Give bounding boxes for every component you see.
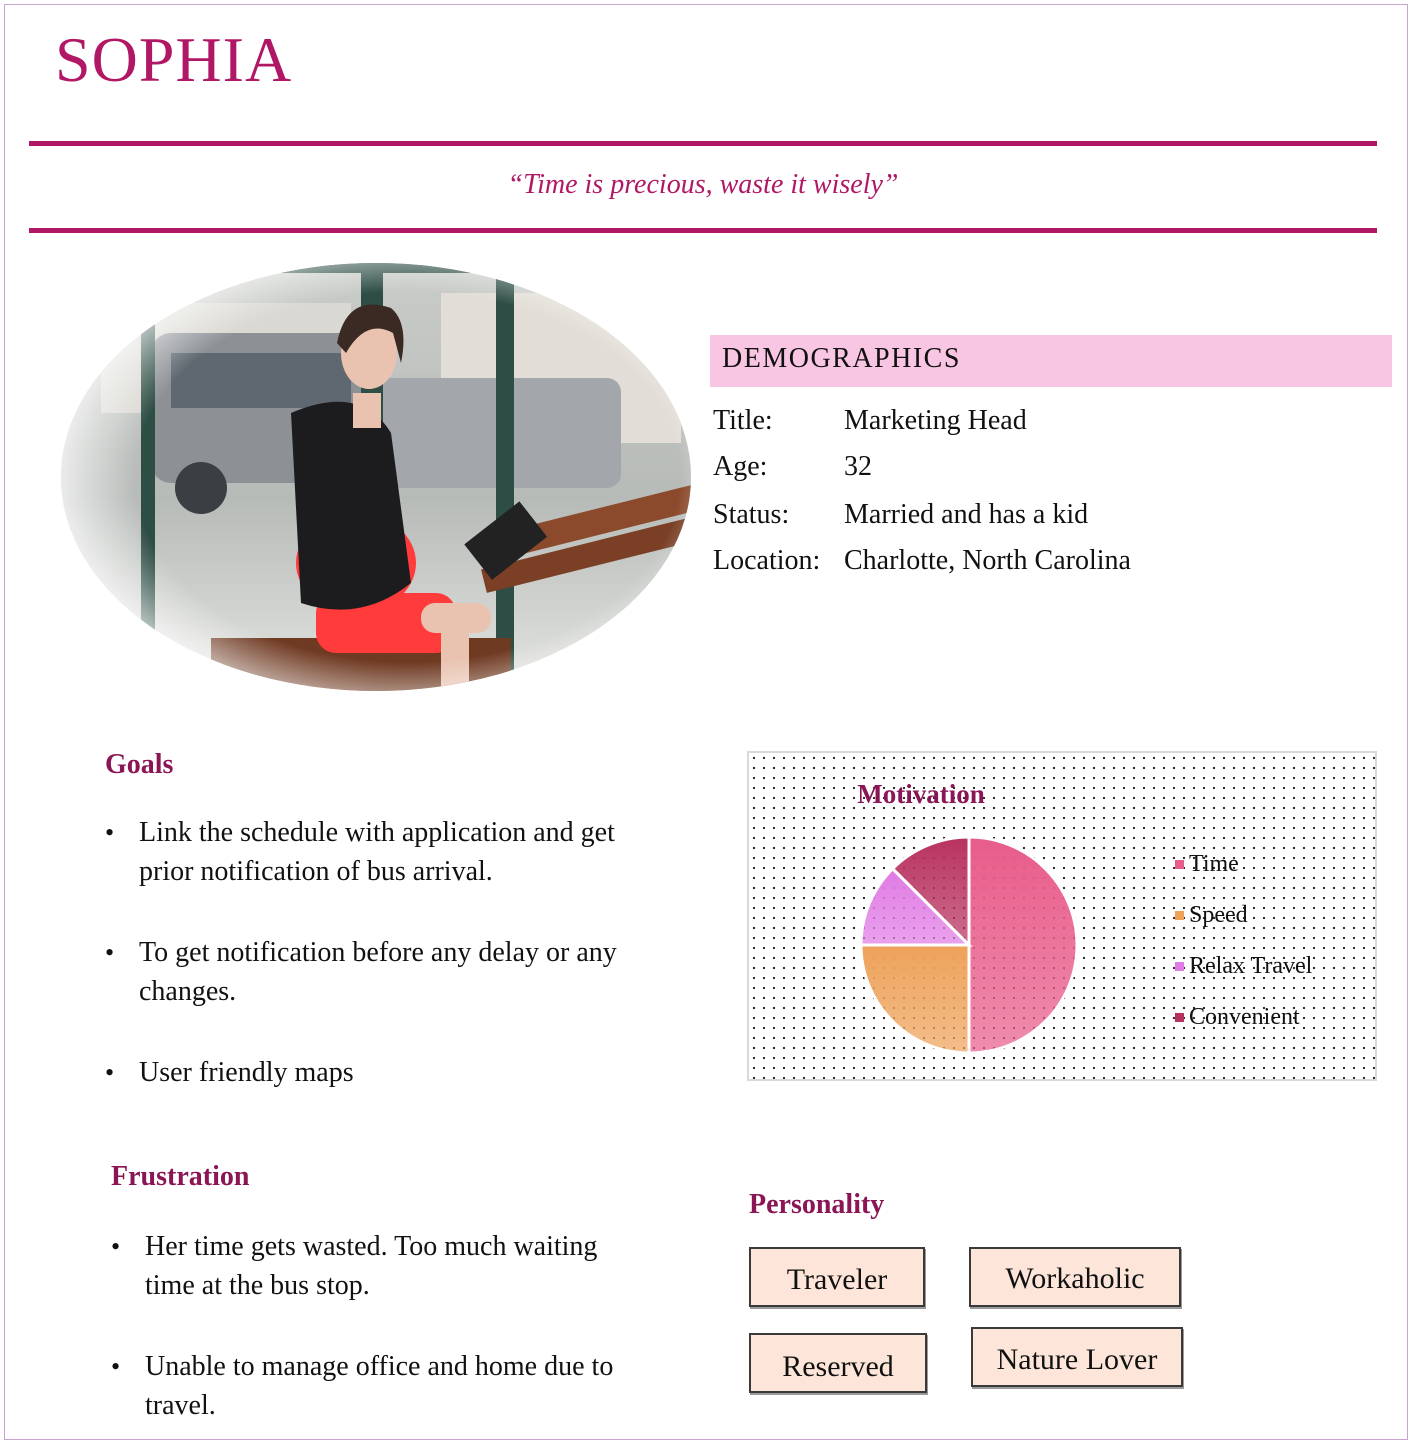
legend-label: Convenient [1189,1004,1300,1030]
motivation-chart [747,751,1377,1081]
goal-item: • Link the schedule with application and get prior notification of bus arrival. [105,813,635,891]
demographic-label: Title: [713,405,773,436]
frustration-item: • Unable to manage office and home due to travel. [111,1347,641,1425]
demographics-header [710,335,1392,387]
goals-list [105,813,635,1092]
persona-page [4,4,1408,1440]
pie-slice-speed [861,945,969,1053]
demographics-heading: DEMOGRAPHICS [722,343,961,374]
persona-name: SOPHIA [55,24,293,95]
goal-item: • To get notification before any delay or any changes. [105,933,635,1011]
legend-swatch [1175,1013,1184,1022]
legend-label: Speed [1189,902,1248,928]
goal-item: • User friendly maps [105,1053,635,1092]
top-divider [29,141,1377,146]
persona-photo [61,263,691,691]
trait-chip: Traveler [749,1247,925,1307]
legend-swatch [1175,911,1184,920]
frustration-list [111,1227,641,1425]
legend-swatch [1175,962,1184,971]
demographic-label: Location: [713,545,821,576]
persona-quote: “Time is precious, waste it wisely” [507,169,899,200]
demographic-value: 32 [844,451,872,482]
pie-slice-time [969,837,1077,1053]
personality-title: Personality [749,1189,885,1220]
demographic-value: Married and has a kid [844,499,1089,530]
goals-title: Goals [105,749,174,780]
trait-chip: Nature Lover [971,1327,1183,1387]
trait-chip: Reserved [749,1333,927,1393]
motivation-pie [749,753,1375,1079]
demographic-label: Age: [713,451,768,482]
trait-chip: Workaholic [969,1247,1181,1307]
legend-label: Relax Travel [1189,953,1313,979]
demographic-label: Status: [713,499,790,530]
frustration-title: Frustration [111,1161,250,1192]
bottom-divider [29,228,1377,233]
demographic-value: Marketing Head [844,405,1027,436]
legend-label: Time [1189,851,1239,877]
chart-title: Motivation [857,779,985,809]
legend-swatch [1175,860,1184,869]
demographic-value: Charlotte, North Carolina [844,545,1131,576]
frustration-item: • Her time gets wasted. Too much waiting time at the bus stop. [111,1227,641,1305]
